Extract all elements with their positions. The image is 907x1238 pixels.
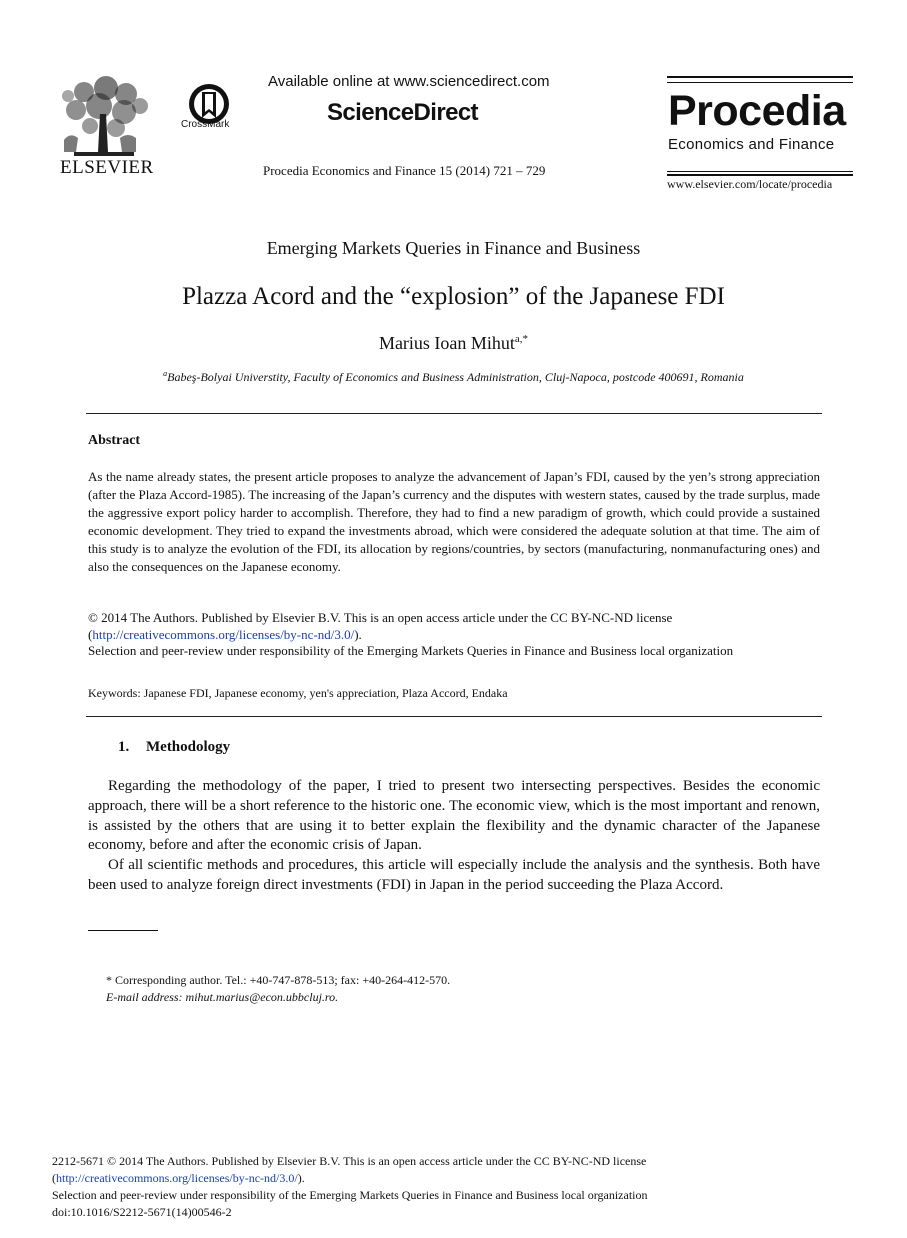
journal-brand: Procedia: [668, 87, 846, 135]
journal-reference: Procedia Economics and Finance 15 (2014) 721 – 729: [263, 163, 546, 178]
footnote-rule: [88, 930, 158, 931]
doi[interactable]: doi:10.1016/S2212-5671(14)00546-2: [52, 1205, 232, 1219]
paragraph: Of all scientific methods and procedures, this article will especially include the analysis and the synthesis. Both have been used to analyze foreign direct investments (FDI) in Japan in the period succeeding the Plaza Accord.: [88, 857, 820, 893]
sciencedirect-wordmark[interactable]: ScienceDirect: [327, 99, 478, 126]
abstract-heading: Abstract: [88, 433, 141, 448]
affiliation-text: Babeş-Bolyai Universtity, Faculty of Economics and Business Administration, Cluj-Napoca, postcode 400691, Romania: [167, 370, 744, 384]
publisher-name: ELSEVIER: [60, 157, 154, 178]
author-name: Marius Ioan Mihut: [378, 333, 515, 353]
journal-brand-rule: [667, 82, 853, 83]
keywords: Keywords: Japanese FDI, Japanese economy, yen's appreciation, Plaza Accord, Endaka: [88, 686, 508, 700]
section-body: [88, 777, 820, 896]
article-title: Plazza Acord and the “explosion” of the Japanese FDI: [182, 283, 725, 310]
author-line: [0, 333, 907, 354]
abstract-bottom-rule: [86, 716, 822, 717]
copyright-block: [88, 610, 828, 660]
footer-license-link[interactable]: http://creativecommons.org/licenses/by-nc-nd/3.0/: [56, 1171, 298, 1185]
abstract-top-rule: [86, 413, 822, 414]
footer-license-line: (http://creativecommons.org/licenses/by-nc-nd/3.0/).: [52, 1171, 305, 1185]
crossmark-label: CrossMark: [181, 119, 230, 130]
copyright-line: © 2014 The Authors. Published by Elsevier B.V. This is an open access article under the CC BY-NC-ND license: [88, 610, 673, 625]
journal-brand-rule: [667, 174, 853, 176]
email-line: [106, 989, 450, 1006]
license-link[interactable]: http://creativecommons.org/licenses/by-nc-nd/3.0/: [92, 626, 355, 642]
conference-name: Emerging Markets Queries in Finance and Business: [266, 238, 641, 258]
issn-line: 2212-5671 © 2014 The Authors. Published by Elsevier B.V. This is an open access article under the CC BY-NC-ND license: [52, 1154, 647, 1168]
page-footer: [52, 1153, 648, 1221]
journal-brand-rule: [667, 76, 853, 78]
section-number: 1.: [118, 739, 130, 755]
affiliation-superscript: a: [163, 369, 168, 378]
footnote: [106, 972, 450, 1006]
journal-brand-rule: [667, 171, 853, 172]
email-address[interactable]: mihut.marius@econ.ubbcluj.ro.: [185, 990, 339, 1004]
section-title: Methodology: [146, 739, 231, 755]
email-label: E-mail address:: [106, 990, 183, 1004]
paragraph: Regarding the methodology of the paper, I tried to present two intersecting perspectives. Besides the economic approach, there will be a short reference to the historic one. The economic view, which is the most important and renown, is assisted by the others that are using it to better explain the flexibility and the dynamic character of the Japanese economy, before and after the economic crisis of Japan.: [88, 778, 820, 854]
section-heading: [118, 739, 230, 756]
journal-url[interactable]: www.elsevier.com/locate/procedia: [667, 177, 833, 191]
journal-subtitle: Economics and Finance: [668, 136, 835, 153]
corresponding-author: * Corresponding author. Tel.: +40-747-878-513; fax: +40-264-412-570.: [106, 973, 451, 987]
available-online-text[interactable]: Available online at www.sciencedirect.com: [268, 73, 550, 90]
affiliation: [0, 369, 907, 385]
abstract-text: As the name already states, the present article proposes to analyze the advancement of Japan’s FDI, caused by the yen’s strong appreciation (after the Plaza Accord-1985). The increasing of the Japan’s currency and the disputes with western states, caused by the trade surplus, made the aggressive export policy harder to accomplish. Therefore, they had to find a new paradigm of growth, which could provide a sustained economic development. They tried to expand the investments abroad, which were considered the adequate solution at that time. The aim of this study is to analyze the evolution of the FDI, its allocation by regions/countries, by sectors (manufacturing, nonmanufacturing ones) and also the consequences on the Japanese economy.: [88, 469, 820, 574]
peer-review-line: Selection and peer-review under responsibility of the Emerging Markets Queries in Finance and Business local organization: [88, 643, 734, 658]
author-superscript: a,*: [514, 333, 529, 345]
license-line: (http://creativecommons.org/licenses/by-nc-nd/3.0/).: [88, 626, 362, 642]
footer-peer-review: Selection and peer-review under responsibility of the Emerging Markets Queries in Finance and Business local organization: [52, 1188, 648, 1202]
